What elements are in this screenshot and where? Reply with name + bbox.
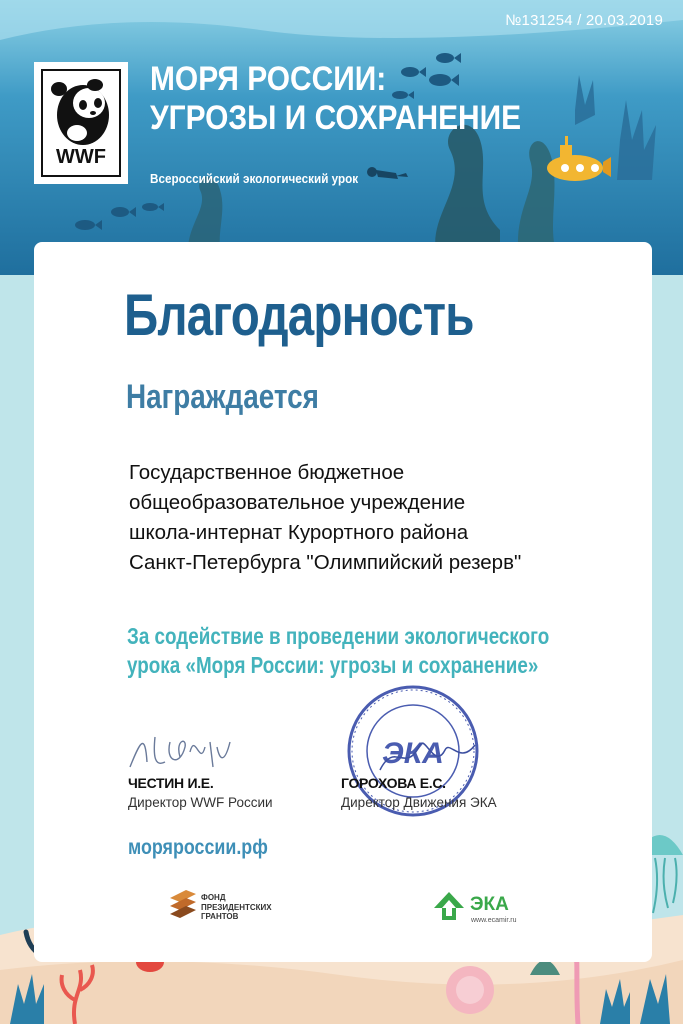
- certificate-card: [34, 242, 652, 962]
- website-link[interactable]: моряроссии.рф: [128, 836, 268, 859]
- recipient-line: школа-интернат Курортного района: [129, 521, 469, 544]
- grants-line: ПРЕЗИДЕНТСКИХ: [201, 902, 272, 912]
- recipient-line: Государственное бюджетное: [129, 461, 405, 484]
- panda-icon: [43, 75, 123, 149]
- campaign-title: [150, 60, 521, 138]
- wwf-logo: [34, 62, 128, 184]
- recipient-line: Санкт-Петербурга "Олимпийский резерв": [129, 551, 522, 574]
- signatory-role: Директор WWF России: [128, 795, 273, 810]
- recipient-name: [129, 458, 521, 578]
- signature-block-2: [341, 775, 497, 810]
- grants-line: ФОНД: [201, 893, 226, 902]
- signatory-name: ЧЕСТИН И.Е.: [128, 775, 214, 791]
- signature-gorokhova: [375, 730, 485, 780]
- reason-line: За содействие в проведении экологического: [127, 623, 550, 649]
- signature-block-1: [128, 775, 273, 810]
- document-number: №131254 / 20.03.2019: [505, 12, 663, 29]
- eka-logo: [432, 890, 517, 929]
- campaign-subtitle: Всероссийский экологический урок: [150, 171, 359, 186]
- grants-line: ГРАНТОВ: [201, 912, 239, 921]
- awarded-label: Награждается: [126, 378, 319, 416]
- signatory-name: ГОРОХОВА Е.С.: [341, 775, 446, 791]
- campaign-title-line: УГРОЗЫ И СОХРАНЕНИЕ: [150, 99, 522, 137]
- stamp-text: ЭКА: [382, 737, 444, 770]
- recipient-line: общеобразовательное учреждение: [129, 491, 466, 514]
- reason-line: урока «Моря России: угрозы и сохранение»: [127, 652, 539, 678]
- wwf-logo-text: WWF: [56, 146, 106, 168]
- eka-tree-icon: [432, 890, 466, 924]
- award-reason: [127, 622, 549, 680]
- eka-url: www.ecamir.ru: [471, 917, 517, 924]
- certificate-title: Благодарность: [124, 283, 474, 348]
- eka-logo-text: ЭКА: [470, 894, 509, 915]
- signatory-role: Директор Движения ЭКА: [341, 795, 497, 810]
- campaign-title-line: МОРЯ РОССИИ:: [150, 60, 387, 98]
- grants-fund-text: [201, 893, 272, 922]
- grants-fund-icon: [168, 888, 198, 922]
- signature-chestin: [125, 722, 240, 777]
- presidential-grants-logo: [168, 888, 272, 927]
